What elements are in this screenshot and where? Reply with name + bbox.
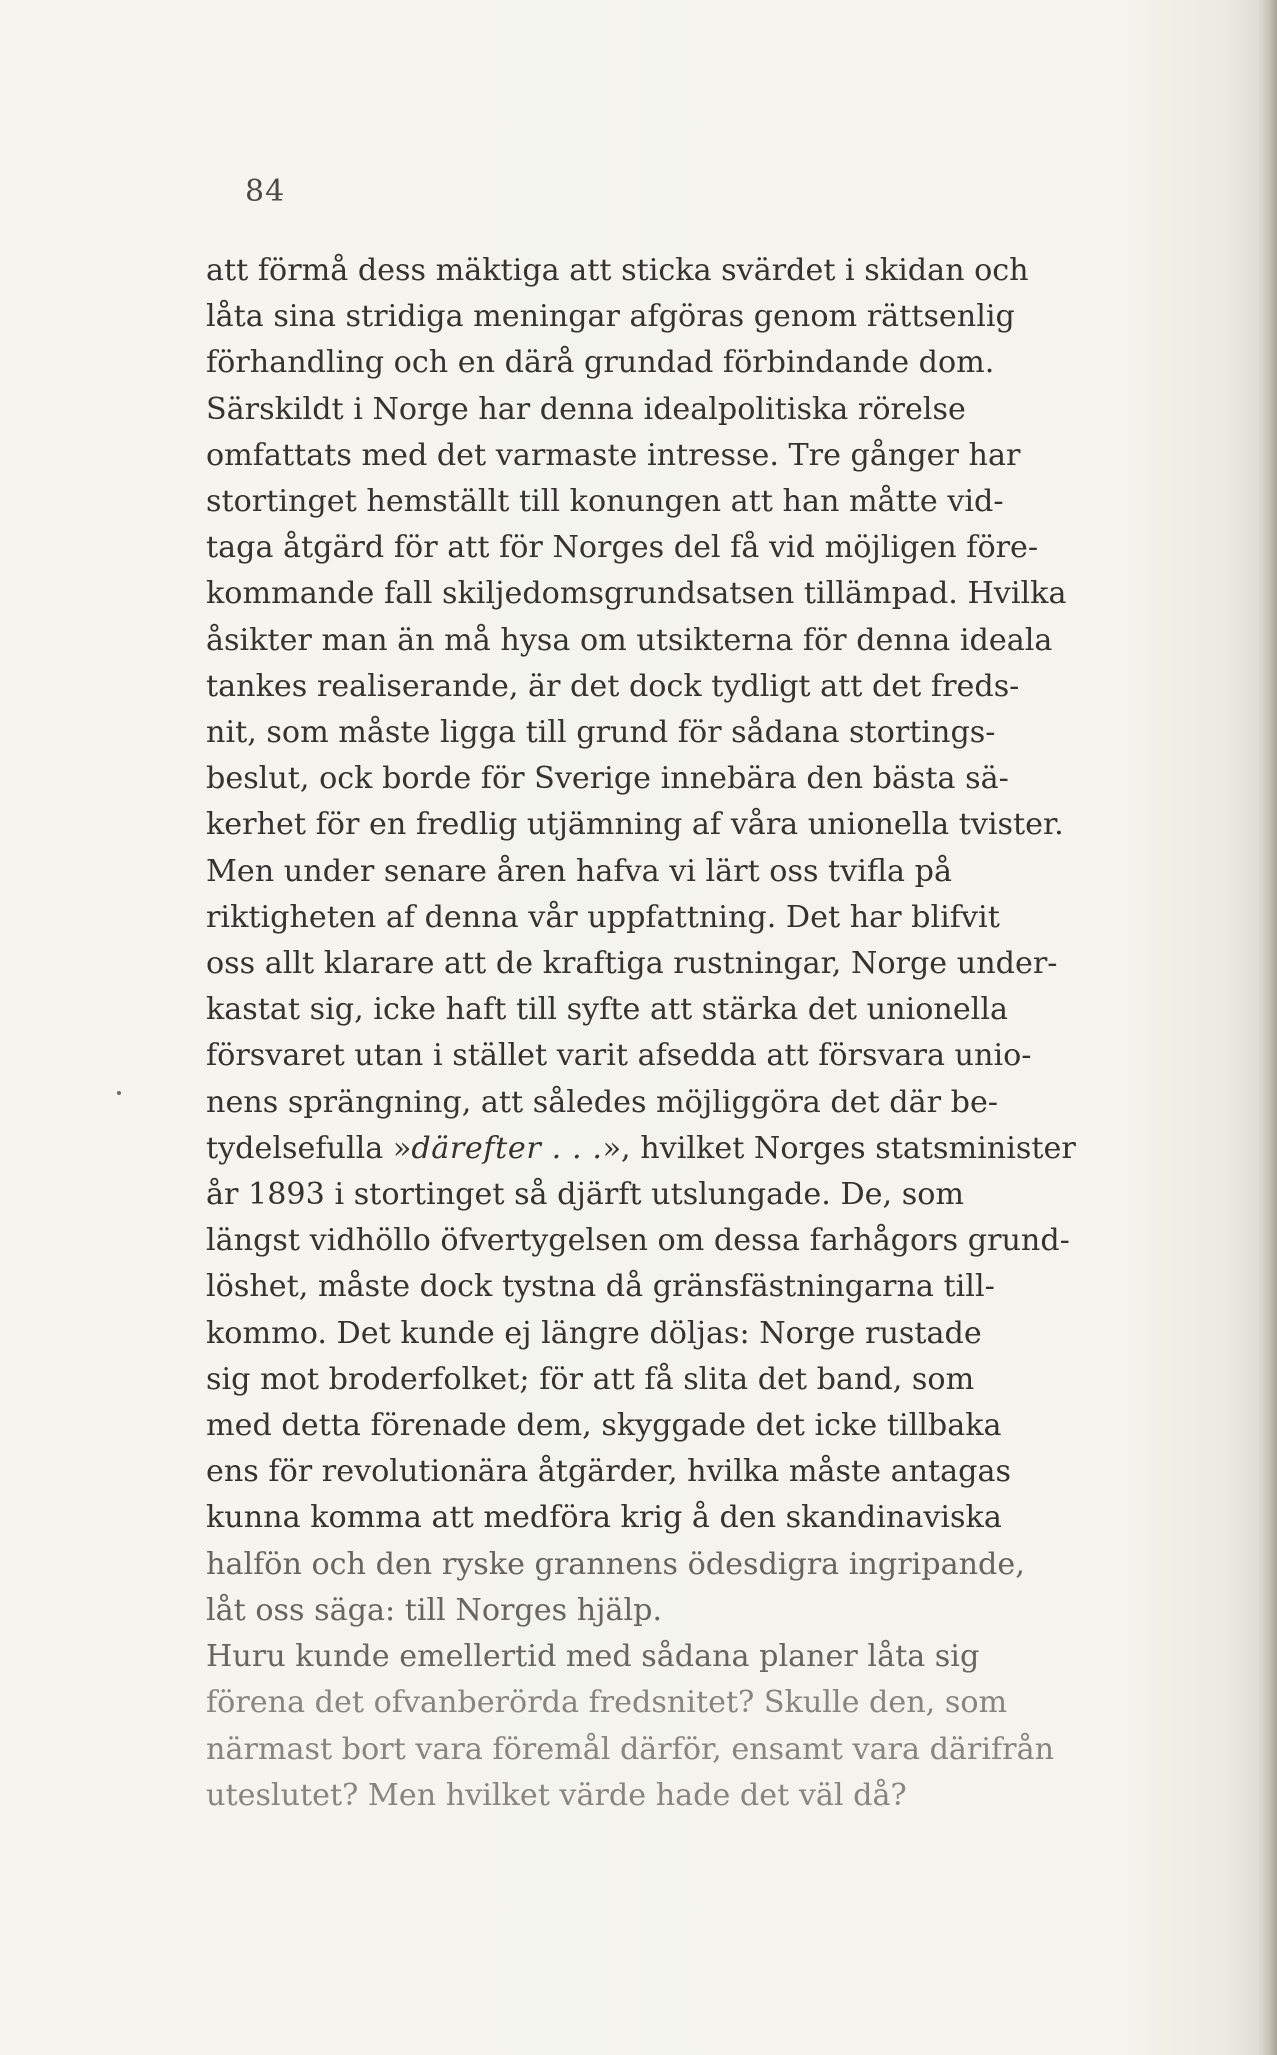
text-line: ens för revolutionära åtgärder, hvilka måste antagas <box>206 1454 1011 1490</box>
text-line <box>206 1126 1168 1172</box>
text-line: omfattats med det varmaste intresse. Tre gånger har <box>206 437 1021 473</box>
print-speck <box>117 1091 121 1095</box>
text-line: kommo. Det kunde ej längre döljas: Norge rustade <box>206 1315 982 1351</box>
body-text <box>206 248 1168 1819</box>
text-line: försvaret utan i stället varit afsedda att försvara unio- <box>206 1038 1032 1074</box>
text-line: löshet, måste dock tystna då gränsfästningarna till- <box>206 1269 995 1305</box>
text-line: sig mot broderfolket; för att få slita det band, som <box>206 1361 975 1397</box>
text-line: uteslutet? Men hvilket värde hade det väl då? <box>206 1777 907 1813</box>
text-line: med detta förenade dem, skyggade det icke tillbaka <box>206 1408 1002 1444</box>
text-line: halfön och den ryske grannens ödesdigra ingripande, <box>206 1546 1025 1582</box>
text-line: taga åtgärd för att för Norges del få vid möjligen före- <box>206 530 1039 566</box>
text-line: stortinget hemställt till konungen att han måtte vid- <box>206 484 1004 520</box>
text-line: nit, som måste ligga till grund för sådana stortings- <box>206 715 996 751</box>
text-line: kerhet för en fredlig utjämning af våra unionella tvister. <box>206 807 1064 843</box>
text-line: längst vidhöllo öfvertygelsen om dessa farhågors grund- <box>206 1223 1070 1259</box>
page-edge-shadow <box>1259 0 1277 2055</box>
text-line: förhandling och en därå grundad förbindande dom. <box>206 345 995 381</box>
text-line: kommande fall skiljedomsgrundsatsen tillämpad. Hvilka <box>206 576 1067 612</box>
text-line: närmast bort vara föremål därför, ensamt vara därifrån <box>206 1731 1055 1767</box>
text-line: låta sina stridiga meningar afgöras genom rättsenlig <box>206 299 1015 335</box>
line-prefix: tydelsefulla » <box>206 1130 412 1166</box>
text-line: kunna komma att medföra krig å den skandinaviska <box>206 1500 1002 1536</box>
page-number: 84 <box>245 174 286 209</box>
text-line: kastat sig, icke haft till syfte att stärka det unionella <box>206 992 1008 1028</box>
text-line: Särskildt i Norge har denna idealpolitiska rörelse <box>206 391 966 427</box>
text-line: år 1893 i stortinget så djärft utslungade. De, som <box>206 1177 965 1213</box>
text-line: beslut, ock borde för Sverige innebära den bästa sä- <box>206 761 1009 797</box>
text-line: Huru kunde emellertid med sådana planer låta sig <box>206 1639 980 1675</box>
line-suffix: », hvilket Norges statsminister <box>602 1130 1076 1166</box>
text-line: att förmå dess mäktiga att sticka svärdet i skidan och <box>206 253 1029 288</box>
text-line: nens sprängning, att således möjliggöra det där be- <box>206 1084 999 1120</box>
text-line: Men under senare åren hafva vi lärt oss tvifla på <box>206 853 952 889</box>
italic-quote: därefter . . . <box>411 1130 603 1166</box>
text-line: riktigheten af denna vår uppfattning. Det har blifvit <box>206 899 1000 935</box>
text-line: åsikter man än må hysa om utsikterna för denna ideala <box>206 622 1053 658</box>
text-line: låt oss säga: till Norges hjälp. <box>206 1592 663 1628</box>
text-line: tankes realiserande, är det dock tydligt att det freds- <box>206 668 1020 704</box>
text-line: oss allt klarare att de kraftiga rustningar, Norge under- <box>206 946 1058 982</box>
text-line: förena det ofvanberörda fredsnitet? Skulle den, som <box>206 1685 1008 1721</box>
